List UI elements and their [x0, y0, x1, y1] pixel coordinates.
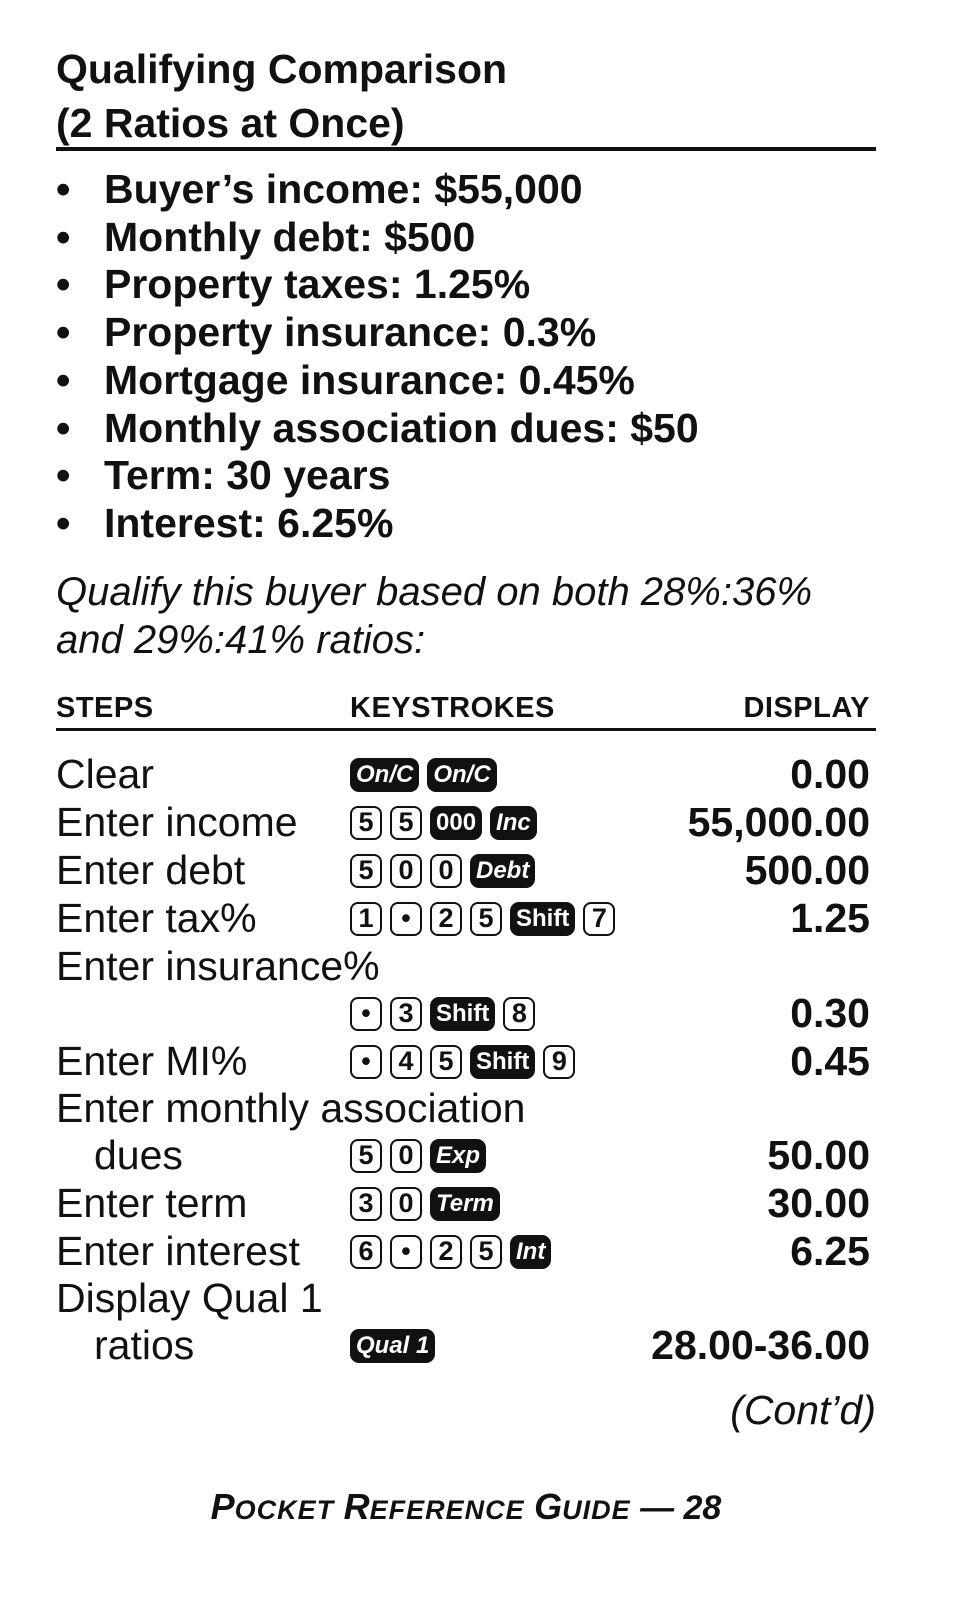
- facts-list: [56, 166, 876, 548]
- keystrokes: [350, 1139, 486, 1173]
- bullet: •: [56, 309, 71, 356]
- step-label: Enter income: [56, 799, 298, 845]
- key-decimal: •: [350, 1045, 382, 1079]
- key-0: 0: [390, 854, 422, 888]
- step-label: Enter monthly association: [56, 1085, 526, 1131]
- table-row: [56, 798, 876, 846]
- thousand-key: 000: [430, 806, 482, 840]
- step-label: Enter MI%: [56, 1038, 248, 1084]
- keystrokes: [350, 1235, 551, 1269]
- keystrokes: [350, 1187, 500, 1221]
- key-4: 4: [390, 1045, 422, 1079]
- step-label: Enter tax%: [56, 895, 257, 941]
- display-value: 6.25: [790, 1228, 870, 1274]
- bullet: •: [56, 213, 71, 260]
- bullet: •: [56, 499, 71, 546]
- shift-key: Shift: [470, 1045, 535, 1079]
- debt-key: Debt: [470, 854, 535, 888]
- table-row: [56, 1227, 876, 1275]
- step-label: Enter interest: [56, 1228, 300, 1274]
- bullet: •: [56, 404, 71, 451]
- keystrokes: [350, 1045, 575, 1079]
- key-6: 6: [350, 1235, 382, 1269]
- key-8: 8: [503, 997, 535, 1031]
- table-row: [56, 989, 876, 1037]
- step-label: dues: [94, 1132, 183, 1178]
- instruction-text: Qualify this buyer based on both 28%:36% and 29%:41% ratios:: [56, 570, 813, 662]
- display-value: 0.00: [790, 751, 870, 797]
- display-value: 0.30: [790, 990, 870, 1036]
- qual1-key: Qual 1: [350, 1329, 435, 1363]
- fact-item: • Buyer’s income: $55,000: [56, 166, 583, 212]
- key-1: 1: [350, 902, 382, 936]
- term-key: Term: [430, 1187, 500, 1221]
- continued-note: (Cont’d): [730, 1387, 876, 1433]
- keystrokes: [350, 758, 497, 792]
- fact-item: • Property taxes: 1.25%: [56, 261, 531, 308]
- key-5: 5: [470, 902, 502, 936]
- step-label: Display Qual 1: [56, 1275, 323, 1321]
- table-row: [56, 1084, 876, 1132]
- step-label: Enter term: [56, 1180, 248, 1226]
- keystrokes: [350, 806, 537, 840]
- key-5: 5: [350, 806, 382, 840]
- display-value: 0.45: [790, 1038, 870, 1084]
- table-row: [56, 1131, 876, 1179]
- key-0: 0: [390, 1187, 422, 1221]
- page-title: [56, 42, 876, 150]
- table-row: [56, 1179, 876, 1227]
- display-value: 500.00: [744, 847, 870, 893]
- fact-item: • Monthly association dues: $50: [56, 404, 699, 451]
- keystrokes: [350, 1329, 435, 1363]
- key-5: 5: [350, 1139, 382, 1173]
- display-value: 50.00: [767, 1132, 870, 1178]
- key-0: 0: [390, 1139, 422, 1173]
- fact-item: • Property insurance: 0.3%: [56, 309, 597, 356]
- keystrokes: [350, 854, 535, 888]
- shift-key: Shift: [510, 902, 575, 936]
- key-2: 2: [430, 1235, 462, 1269]
- step-label: Enter debt: [56, 847, 246, 893]
- fact-item: • Term: 30 years: [56, 452, 391, 499]
- shift-key: Shift: [430, 997, 495, 1031]
- step-label: Clear: [56, 751, 154, 797]
- key-0: 0: [430, 854, 462, 888]
- key-5: 5: [470, 1235, 502, 1269]
- keystrokes-header: KEYSTROKES: [350, 692, 555, 724]
- table-row: [56, 894, 876, 942]
- key-2: 2: [430, 902, 462, 936]
- display-value: 1.25: [790, 895, 870, 941]
- display-value: 30.00: [767, 1180, 870, 1226]
- step-label: Enter insurance%: [56, 943, 380, 989]
- exp-key: Exp: [430, 1139, 486, 1173]
- bullet: •: [56, 166, 71, 212]
- on-c-key: On/C: [427, 758, 496, 792]
- title-line-1: Qualifying Comparison: [56, 46, 508, 92]
- key-5: 5: [350, 854, 382, 888]
- table-row: [56, 942, 876, 990]
- steps-header: STEPS: [56, 692, 154, 724]
- title-divider: [56, 147, 876, 151]
- bullet: •: [56, 261, 71, 308]
- fact-item: • Mortgage insurance: 0.45%: [56, 356, 635, 403]
- keystrokes: [350, 997, 535, 1031]
- table-row: [56, 1274, 876, 1322]
- key-3: 3: [390, 997, 422, 1031]
- key-decimal: •: [390, 1235, 422, 1269]
- step-label: ratios: [94, 1322, 195, 1368]
- display-header: DISPLAY: [743, 692, 870, 724]
- key-decimal: •: [390, 902, 422, 936]
- table-row: [56, 846, 876, 894]
- int-key: Int: [510, 1235, 551, 1269]
- fact-item: • Interest: 6.25%: [56, 499, 394, 546]
- table-row: [56, 1037, 876, 1085]
- keystrokes: [350, 902, 615, 936]
- bullet: •: [56, 356, 71, 403]
- header-divider: [56, 728, 876, 731]
- key-9: 9: [543, 1045, 575, 1079]
- display-value: 55,000.00: [687, 799, 870, 845]
- page-footer: POCKET REFERENCE GUIDE — 28: [210, 1486, 722, 1527]
- table-row: [56, 750, 876, 798]
- key-5: 5: [390, 806, 422, 840]
- key-7: 7: [583, 902, 615, 936]
- table-row: [56, 1321, 876, 1369]
- bullet: •: [56, 452, 71, 499]
- inc-key: Inc: [490, 806, 537, 840]
- key-3: 3: [350, 1187, 382, 1221]
- display-value: 28.00-36.00: [651, 1322, 870, 1368]
- on-c-key: On/C: [350, 758, 419, 792]
- page-number: — 28: [640, 1489, 722, 1527]
- key-5: 5: [430, 1045, 462, 1079]
- fact-item: • Monthly debt: $500: [56, 213, 476, 260]
- title-line-2: (2 Ratios at Once): [56, 100, 405, 146]
- key-decimal: •: [350, 997, 382, 1031]
